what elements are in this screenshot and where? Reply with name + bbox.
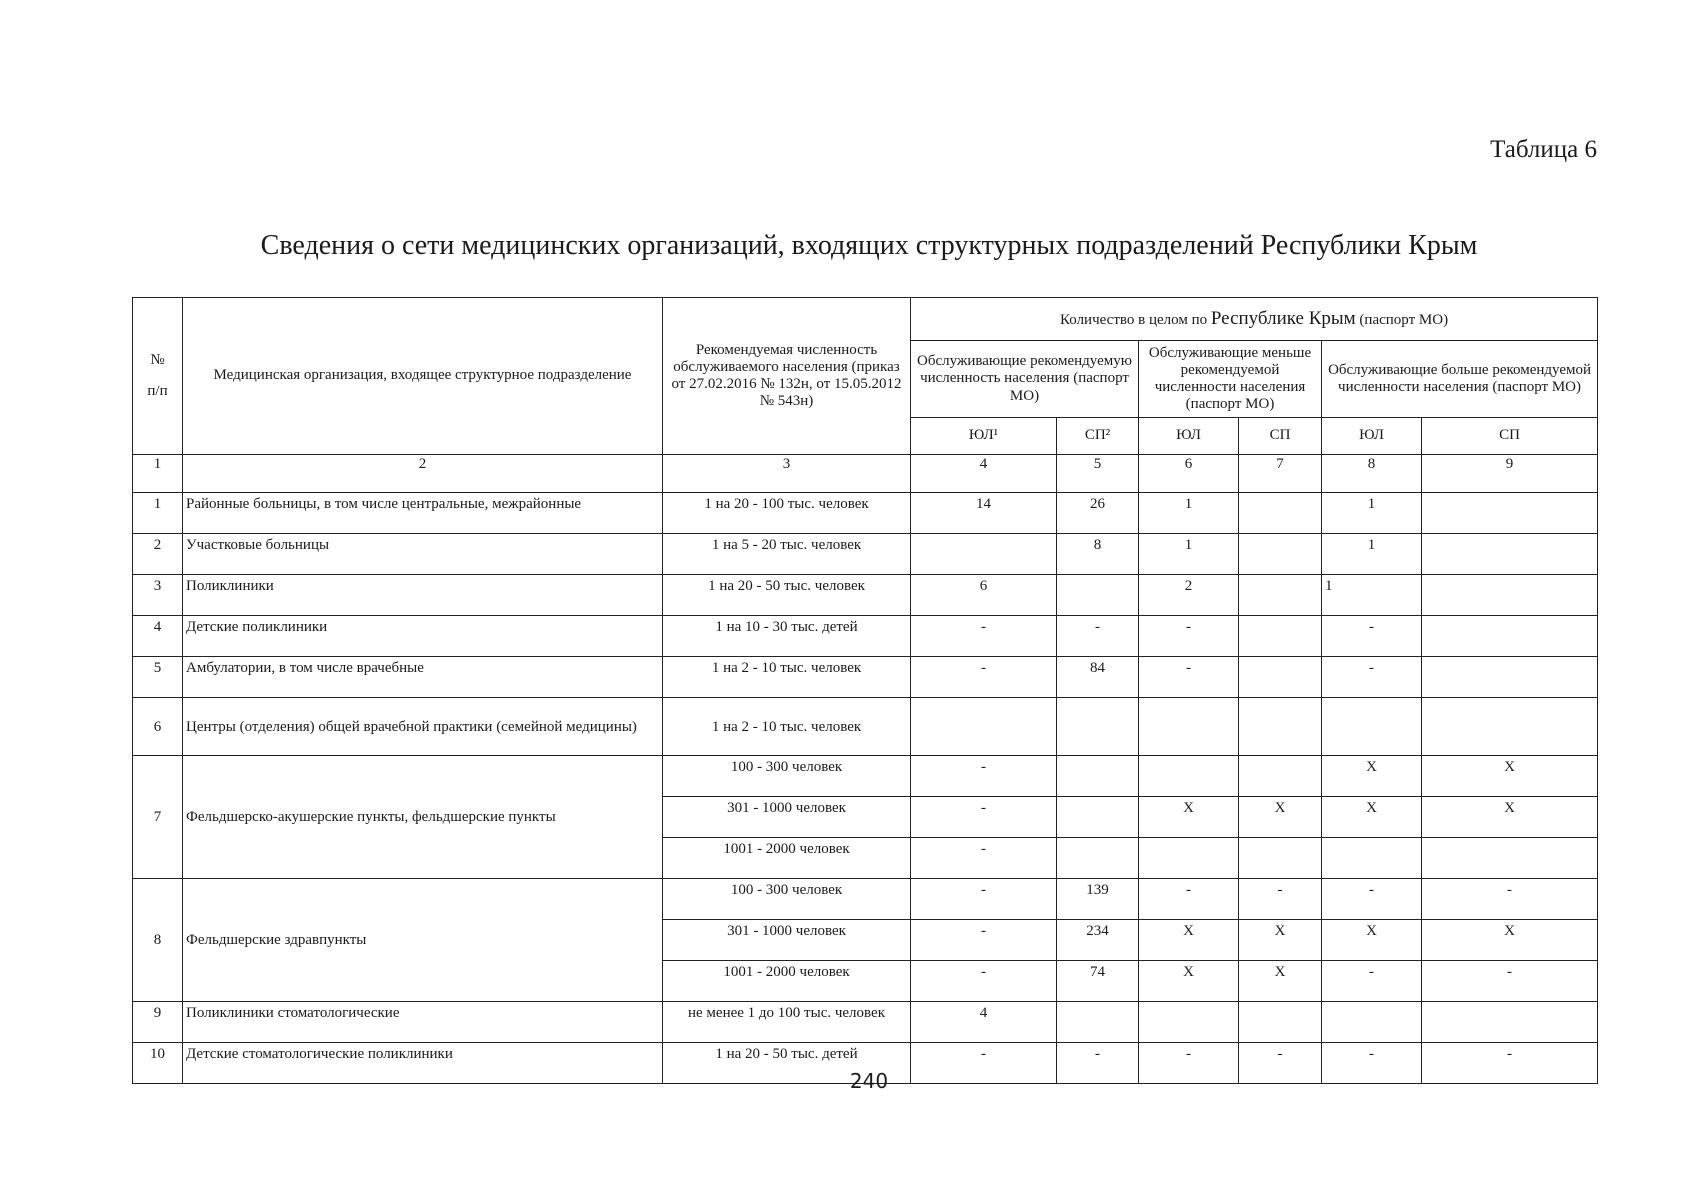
- header-sp-2: СП²: [1057, 418, 1139, 455]
- recommended-population: 1001 - 2000 человек: [663, 838, 911, 879]
- table-row: [133, 1002, 1598, 1043]
- cell-value: -: [1139, 616, 1239, 657]
- cell-value: -: [1322, 657, 1422, 698]
- row-number: 2: [133, 534, 183, 575]
- column-number: 6: [1139, 455, 1239, 493]
- cell-value: X: [1322, 797, 1422, 838]
- cell-value: -: [911, 920, 1057, 961]
- header-yul: ЮЛ: [1139, 418, 1239, 455]
- cell-value: -: [1422, 879, 1598, 920]
- cell-value: 234: [1057, 920, 1139, 961]
- table-row: [133, 698, 1598, 756]
- cell-value: X: [1239, 920, 1322, 961]
- recommended-population: 1 на 2 - 10 тыс. человек: [663, 698, 911, 756]
- recommended-population: 301 - 1000 человек: [663, 920, 911, 961]
- table-row: [133, 575, 1598, 616]
- recommended-population: 1 на 20 - 100 тыс. человек: [663, 493, 911, 534]
- cell-value: -: [1057, 1043, 1139, 1084]
- cell-value: X: [1422, 756, 1598, 797]
- column-number-row: [133, 455, 1598, 493]
- cell-value: 6: [911, 575, 1057, 616]
- cell-value: -: [1057, 616, 1139, 657]
- cell-value: -: [911, 838, 1057, 879]
- row-number: 3: [133, 575, 183, 616]
- cell-value: X: [1322, 920, 1422, 961]
- cell-value: -: [1139, 657, 1239, 698]
- cell-value: [1422, 493, 1598, 534]
- cell-value: [1239, 756, 1322, 797]
- row-number: 7: [133, 756, 183, 879]
- recommended-population: 100 - 300 человек: [663, 756, 911, 797]
- organization-name: Детские стоматологические поликлиники: [183, 1043, 663, 1084]
- cell-value: [1422, 534, 1598, 575]
- header-yul-1: ЮЛ¹: [911, 418, 1057, 455]
- cell-value: -: [911, 879, 1057, 920]
- cell-value: 74: [1057, 961, 1139, 1002]
- cell-value: -: [1139, 1043, 1239, 1084]
- cell-value: -: [1322, 616, 1422, 657]
- cell-value: -: [1239, 879, 1322, 920]
- cell-value: 1: [1322, 575, 1422, 616]
- table-row: [133, 879, 1598, 920]
- cell-value: -: [911, 961, 1057, 1002]
- header-serving-recommended: Обслуживающие рекомендуемую численность населения (паспорт МО): [911, 341, 1139, 418]
- row-number: 8: [133, 879, 183, 1002]
- recommended-population: 1 на 5 - 20 тыс. человек: [663, 534, 911, 575]
- cell-value: X: [1422, 920, 1598, 961]
- cell-value: X: [1322, 756, 1422, 797]
- cell-value: -: [1239, 1043, 1322, 1084]
- column-number: 4: [911, 455, 1057, 493]
- cell-value: 1: [1322, 493, 1422, 534]
- row-number: 10: [133, 1043, 183, 1084]
- cell-value: X: [1139, 961, 1239, 1002]
- cell-value: 1: [1139, 493, 1239, 534]
- row-number: 9: [133, 1002, 183, 1043]
- cell-value: 139: [1057, 879, 1139, 920]
- column-number: 2: [183, 455, 663, 493]
- cell-value: [1422, 698, 1598, 756]
- cell-value: -: [911, 616, 1057, 657]
- recommended-population: 1 на 2 - 10 тыс. человек: [663, 657, 911, 698]
- cell-value: [1239, 493, 1322, 534]
- recommended-population: 1001 - 2000 человек: [663, 961, 911, 1002]
- cell-value: -: [911, 1043, 1057, 1084]
- header-recommended-population: Рекомендуемая численность обслуживаемого населения (приказ от 27.02.2016 № 132н, от 15.05.2012 № 543н): [663, 298, 911, 455]
- organization-name: Центры (отделения) общей врачебной практики (семейной медицины): [183, 698, 663, 756]
- header-sp: СП: [1239, 418, 1322, 455]
- column-number: 3: [663, 455, 911, 493]
- cell-value: [1239, 838, 1322, 879]
- cell-value: [1322, 838, 1422, 879]
- row-number: 6: [133, 698, 183, 756]
- document-title: Сведения о сети медицинских организаций, входящих структурных подразделений Республики Крым: [260, 230, 1478, 261]
- cell-value: -: [1322, 879, 1422, 920]
- organization-name: Фельдшерско-акушерские пункты, фельдшерские пункты: [183, 756, 663, 879]
- cell-value: [1422, 838, 1598, 879]
- header-sp: СП: [1422, 418, 1598, 455]
- header-crimea-total: Количество в целом по Республике Крым (паспорт МО): [911, 298, 1598, 341]
- cell-value: -: [911, 657, 1057, 698]
- cell-value: 14: [911, 493, 1057, 534]
- recommended-population: 1 на 20 - 50 тыс. человек: [663, 575, 911, 616]
- cell-value: -: [1422, 961, 1598, 1002]
- recommended-population: 100 - 300 человек: [663, 879, 911, 920]
- column-number: 5: [1057, 455, 1139, 493]
- cell-value: -: [1322, 961, 1422, 1002]
- cell-value: 2: [1139, 575, 1239, 616]
- table-number-label: Таблица 6: [1490, 136, 1597, 163]
- table-row: [133, 756, 1598, 797]
- cell-value: [1057, 1002, 1139, 1043]
- organization-name: Участковые больницы: [183, 534, 663, 575]
- cell-value: 4: [911, 1002, 1057, 1043]
- cell-value: [1057, 838, 1139, 879]
- recommended-population: не менее 1 до 100 тыс. человек: [663, 1002, 911, 1043]
- cell-value: [1057, 797, 1139, 838]
- cell-value: [1239, 534, 1322, 575]
- cell-value: X: [1422, 797, 1598, 838]
- recommended-population: 301 - 1000 человек: [663, 797, 911, 838]
- cell-value: [1239, 616, 1322, 657]
- cell-value: -: [1322, 1043, 1422, 1084]
- table-row: [133, 616, 1598, 657]
- table-row: [133, 534, 1598, 575]
- table-row: [133, 493, 1598, 534]
- row-number: 1: [133, 493, 183, 534]
- cell-value: -: [1139, 879, 1239, 920]
- cell-value: [1239, 698, 1322, 756]
- cell-value: [1139, 838, 1239, 879]
- row-number: 5: [133, 657, 183, 698]
- organization-name: Поликлиники: [183, 575, 663, 616]
- cell-value: [1422, 657, 1598, 698]
- cell-value: [1139, 756, 1239, 797]
- cell-value: [1422, 616, 1598, 657]
- organization-name: Фельдшерские здравпункты: [183, 879, 663, 1002]
- column-number: 8: [1322, 455, 1422, 493]
- column-number: 7: [1239, 455, 1322, 493]
- recommended-population: 1 на 20 - 50 тыс. детей: [663, 1043, 911, 1084]
- recommended-population: 1 на 10 - 30 тыс. детей: [663, 616, 911, 657]
- cell-value: [1239, 657, 1322, 698]
- cell-value: [1322, 698, 1422, 756]
- organization-name: Районные больницы, в том числе центральные, межрайонные: [183, 493, 663, 534]
- cell-value: X: [1139, 797, 1239, 838]
- cell-value: 84: [1057, 657, 1139, 698]
- column-number: 9: [1422, 455, 1598, 493]
- medical-network-table: [132, 297, 1598, 1084]
- cell-value: 1: [1139, 534, 1239, 575]
- cell-value: -: [911, 756, 1057, 797]
- cell-value: [1239, 575, 1322, 616]
- header-yul: ЮЛ: [1322, 418, 1422, 455]
- cell-value: -: [1422, 1043, 1598, 1084]
- cell-value: 1: [1322, 534, 1422, 575]
- cell-value: [1422, 1002, 1598, 1043]
- cell-value: [1057, 698, 1139, 756]
- header-serving-less: Обслуживающие меньше рекомендуемой численности населения (паспорт МО): [1139, 341, 1322, 418]
- page-number: 240: [849, 1069, 889, 1093]
- cell-value: X: [1239, 797, 1322, 838]
- cell-value: [911, 534, 1057, 575]
- row-number: 4: [133, 616, 183, 657]
- header-serving-more: Обслуживающие больше рекомендуемой численности населения (паспорт МО): [1322, 341, 1598, 418]
- column-number: 1: [133, 455, 183, 493]
- cell-value: [911, 698, 1057, 756]
- cell-value: 8: [1057, 534, 1139, 575]
- cell-value: X: [1139, 920, 1239, 961]
- cell-value: [1057, 756, 1139, 797]
- organization-name: Поликлиники стоматологические: [183, 1002, 663, 1043]
- table-row: [133, 657, 1598, 698]
- cell-value: [1139, 1002, 1239, 1043]
- cell-value: -: [911, 797, 1057, 838]
- cell-value: [1322, 1002, 1422, 1043]
- cell-value: [1139, 698, 1239, 756]
- cell-value: [1239, 1002, 1322, 1043]
- cell-value: 26: [1057, 493, 1139, 534]
- header-organization: Медицинская организация, входящее структурное подразделение: [183, 298, 663, 455]
- header-number: № п/п: [133, 298, 183, 455]
- organization-name: Детские поликлиники: [183, 616, 663, 657]
- cell-value: X: [1239, 961, 1322, 1002]
- cell-value: [1057, 575, 1139, 616]
- organization-name: Амбулатории, в том числе врачебные: [183, 657, 663, 698]
- cell-value: [1422, 575, 1598, 616]
